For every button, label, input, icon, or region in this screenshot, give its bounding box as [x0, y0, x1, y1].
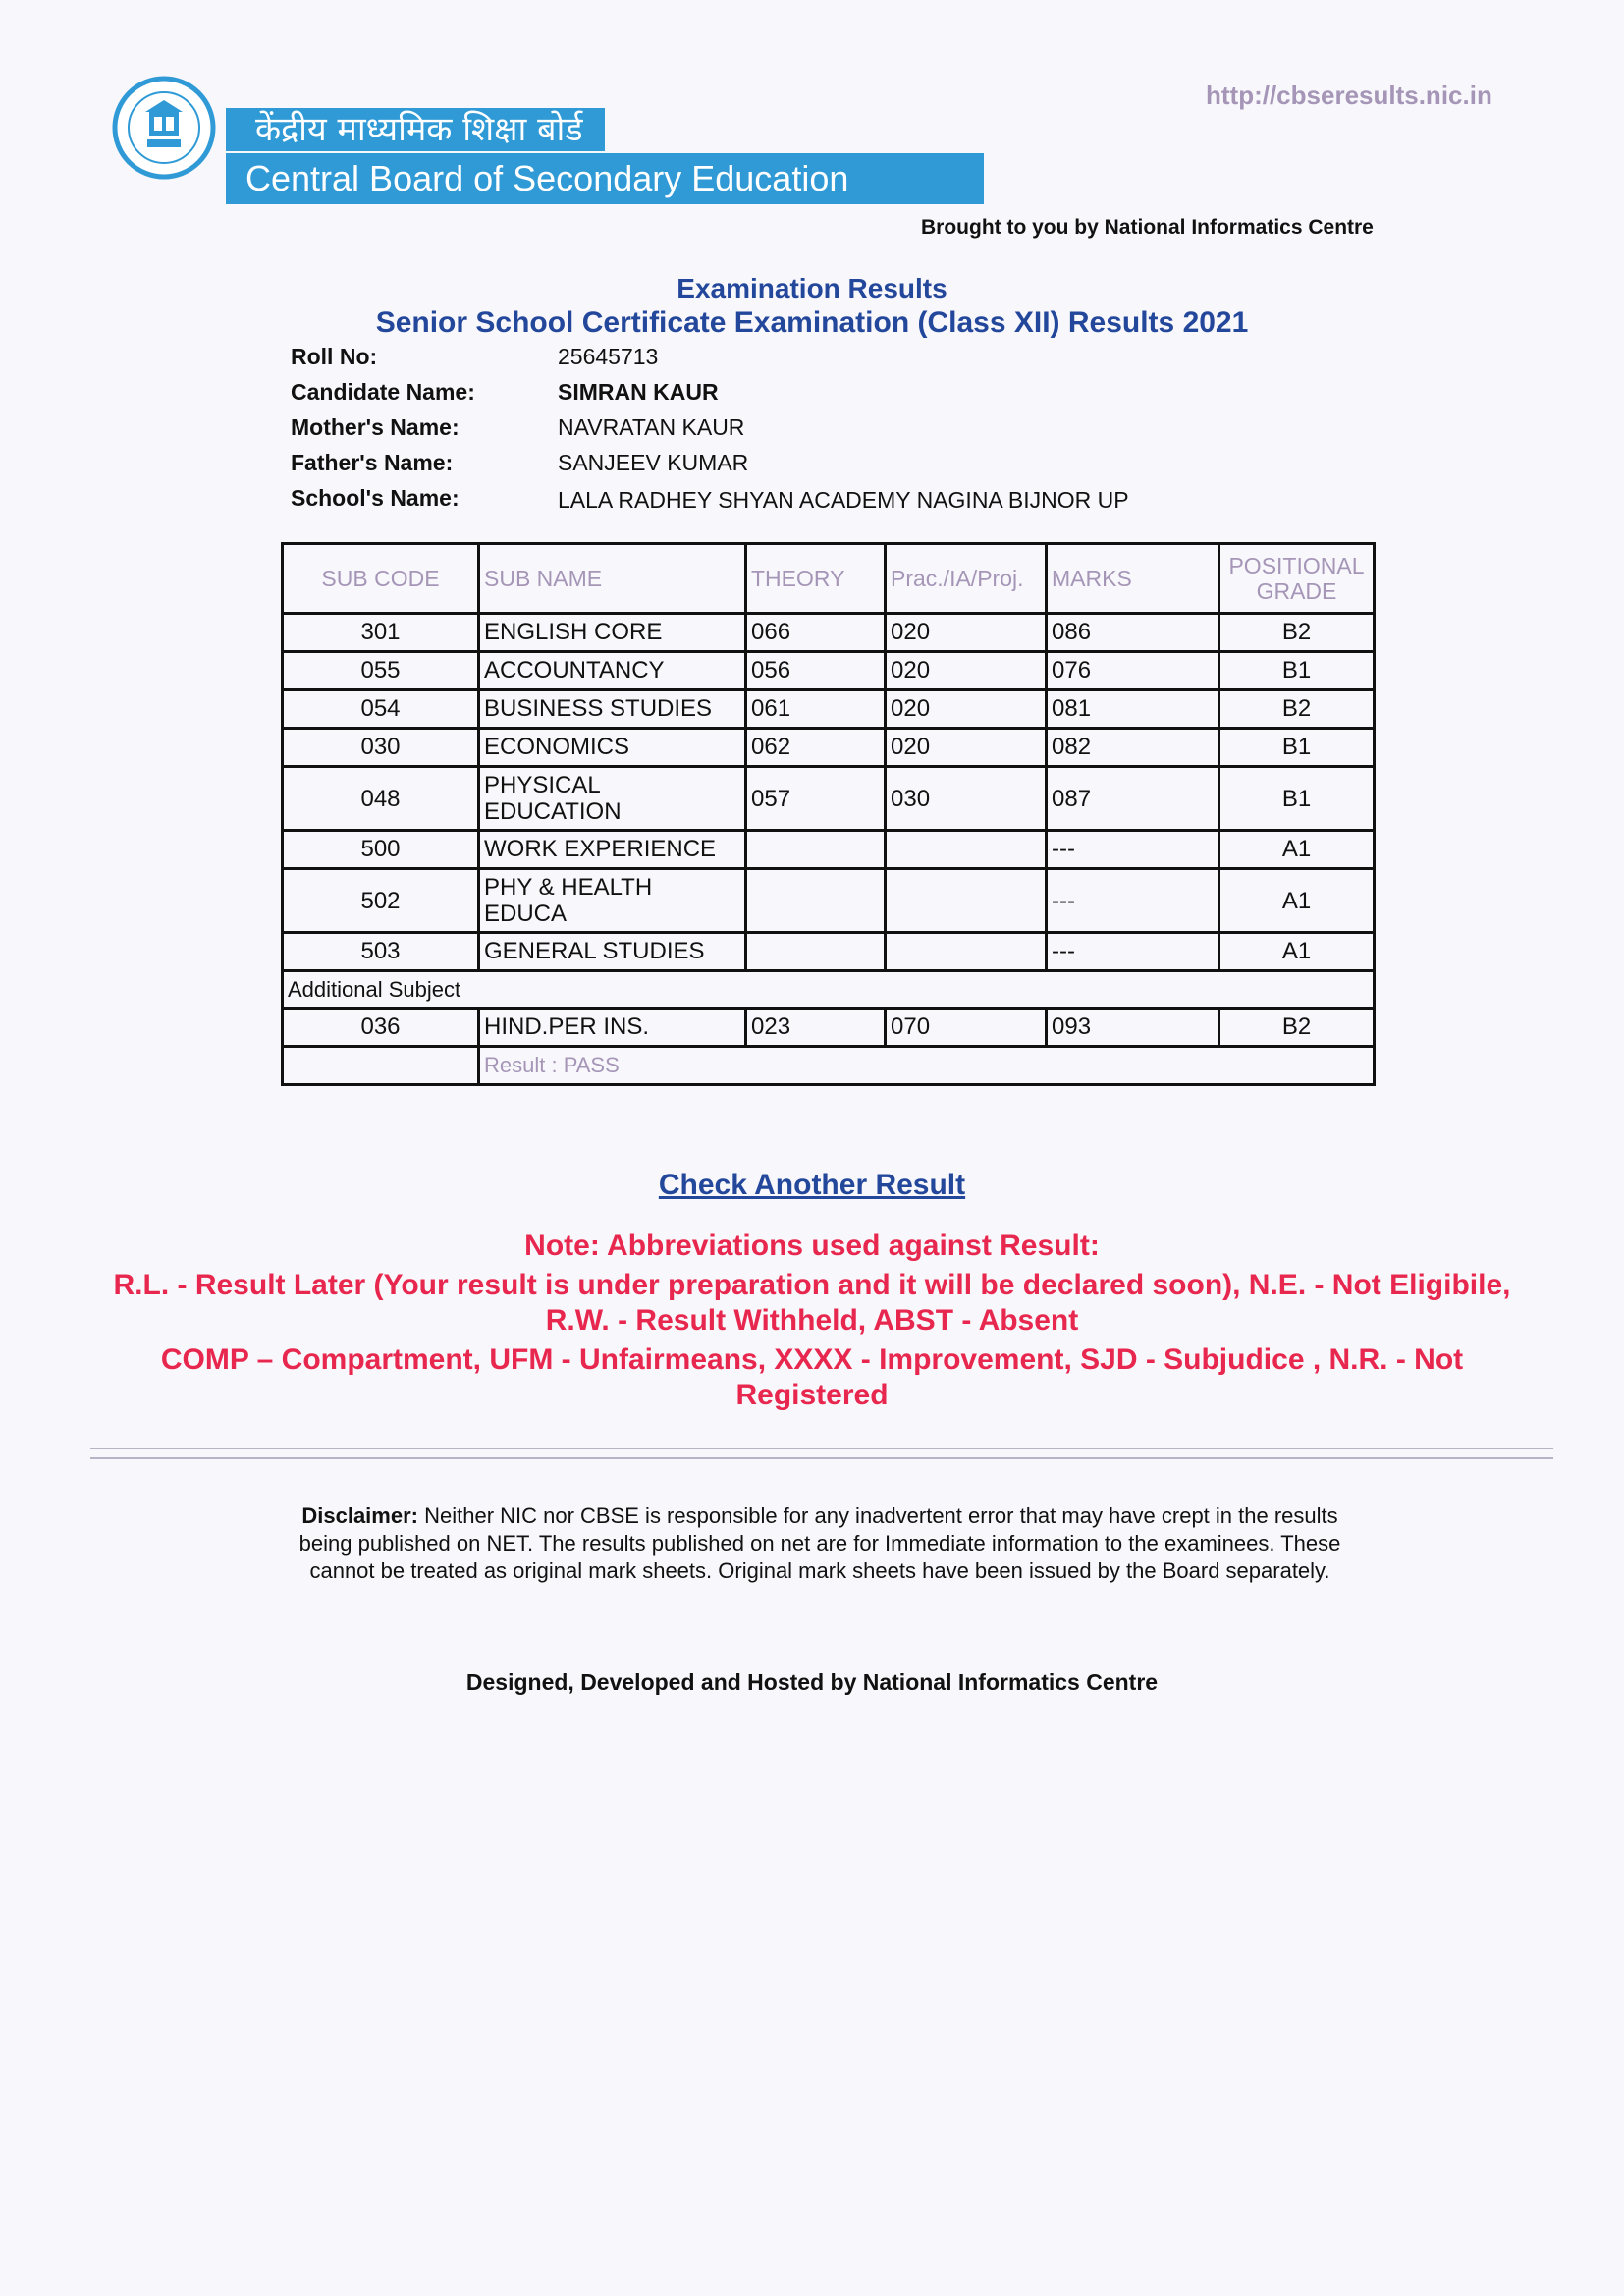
school-name-label: School's Name:: [291, 485, 460, 511]
check-another-result-link[interactable]: Check Another Result: [658, 1169, 966, 1201]
sub-name-cell: ECONOMICS: [479, 729, 746, 767]
sub-name-cell: HIND.PER INS.: [479, 1009, 746, 1047]
divider: [90, 1457, 1553, 1459]
additional-subject-label: Additional Subject: [283, 971, 1375, 1009]
grade-cell: B1: [1219, 652, 1375, 690]
sub-name-line-2: EDUCATION: [484, 798, 622, 825]
table-row: [283, 690, 1375, 729]
father-name-label: Father's Name:: [291, 450, 454, 475]
prac-cell: [886, 869, 1047, 933]
grade-cell: B2: [1219, 690, 1375, 729]
result-text: Result : PASS: [479, 1047, 1375, 1085]
sub-code-cell: 503: [283, 933, 479, 971]
table-row: [283, 652, 1375, 690]
sub-code-cell: 036: [283, 1009, 479, 1047]
mother-name-value: NAVRATAN KAUR: [558, 414, 745, 440]
theory-cell: [746, 869, 886, 933]
grade-cell: B1: [1219, 729, 1375, 767]
prac-cell: 030: [886, 767, 1047, 831]
marks-cell: 076: [1047, 652, 1219, 690]
marks-cell: ---: [1047, 831, 1219, 869]
disclaimer-text: Neither NIC nor CBSE is responsible for any inadvertent error that may have crept in the results being published on NET. The results published on net are for Immediate information to the examinees. These cannot be treated as original mark sheets. Original mark sheets have been issued by the Board separately.: [298, 1503, 1341, 1583]
grade-cell: B1: [1219, 767, 1375, 831]
table-row: [283, 869, 1375, 933]
prac-cell: 020: [886, 690, 1047, 729]
sub-code-cell: 054: [283, 690, 479, 729]
exam-heading: Examination Results: [677, 273, 947, 303]
sub-code-cell: 055: [283, 652, 479, 690]
marks-cell: ---: [1047, 869, 1219, 933]
table-row: [283, 614, 1375, 652]
marks-cell: 082: [1047, 729, 1219, 767]
header-prac: Prac./IA/Proj.: [886, 544, 1047, 614]
marks-table: [281, 542, 1376, 1086]
note-title: Note: Abbreviations used against Result:: [524, 1230, 1100, 1262]
theory-cell: 062: [746, 729, 886, 767]
school-name-value: LALA RADHEY SHYAN ACADEMY NAGINA BIJNOR UP: [558, 487, 1129, 513]
grade-cell: B2: [1219, 1009, 1375, 1047]
prac-cell: 020: [886, 652, 1047, 690]
grade-cell: A1: [1219, 933, 1375, 971]
prac-cell: 020: [886, 729, 1047, 767]
sub-code-cell: 030: [283, 729, 479, 767]
candidate-name-label: Candidate Name:: [291, 379, 475, 405]
divider: [90, 1448, 1553, 1449]
grade-cell: B2: [1219, 614, 1375, 652]
header-sub-name: SUB NAME: [479, 544, 746, 614]
table-header-row: [283, 544, 1375, 614]
grade-cell: A1: [1219, 869, 1375, 933]
table-row: [283, 831, 1375, 869]
cbse-emblem-icon: [110, 71, 218, 187]
sub-name-line-1: PHYSICAL: [484, 772, 601, 798]
header-grade: GRADE: [1256, 578, 1337, 604]
mother-name-label: Mother's Name:: [291, 414, 460, 440]
marks-cell: 086: [1047, 614, 1219, 652]
exam-subheading: Senior School Certificate Examination (Class XII) Results 2021: [375, 306, 1249, 339]
theory-cell: 023: [746, 1009, 886, 1047]
disclaimer: [275, 1503, 1365, 1585]
disclaimer-label: Disclaimer:: [301, 1503, 418, 1528]
theory-cell: [746, 831, 886, 869]
sub-name-cell: BUSINESS STUDIES: [479, 690, 746, 729]
theory-cell: 057: [746, 767, 886, 831]
header-positional: POSITIONAL: [1228, 553, 1365, 578]
note-line-3: COMP – Compartment, UFM - Unfairmeans, XXXX - Improvement, SJD - Subjudice , N.R. - Not: [160, 1343, 1464, 1376]
sub-code-cell: 301: [283, 614, 479, 652]
sub-name-cell: GENERAL STUDIES: [479, 933, 746, 971]
sub-code-cell: 500: [283, 831, 479, 869]
table-row: [283, 933, 1375, 971]
header-marks: MARKS: [1047, 544, 1219, 614]
note-line-1: R.L. - Result Later (Your result is under preparation and it will be declared soon), N.E. - Not Eligibile,: [113, 1269, 1511, 1301]
table-row: [283, 767, 1375, 831]
theory-cell: 061: [746, 690, 886, 729]
table-row: [283, 1009, 1375, 1047]
header-theory: THEORY: [746, 544, 886, 614]
roll-value: 25645713: [558, 344, 659, 369]
prac-cell: 070: [886, 1009, 1047, 1047]
marks-cell: ---: [1047, 933, 1219, 971]
note-line-2: R.W. - Result Withheld, ABST - Absent: [545, 1304, 1079, 1337]
sub-name-line-1: PHY & HEALTH: [484, 874, 653, 901]
english-title-band: Central Board of Secondary Education: [226, 153, 984, 204]
sub-name-cell: WORK EXPERIENCE: [479, 831, 746, 869]
prac-cell: 020: [886, 614, 1047, 652]
grade-cell: A1: [1219, 831, 1375, 869]
marks-cell: 087: [1047, 767, 1219, 831]
sub-code-cell: 502: [283, 869, 479, 933]
sub-name-cell: [479, 767, 746, 831]
result-spacer-cell: [283, 1047, 479, 1085]
theory-cell: 066: [746, 614, 886, 652]
marks-cell: 093: [1047, 1009, 1219, 1047]
site-url-link[interactable]: http://cbseresults.nic.in: [1206, 81, 1492, 110]
sub-code-cell: 048: [283, 767, 479, 831]
roll-label: Roll No:: [291, 344, 378, 369]
table-row: [283, 729, 1375, 767]
brought-by-text: Brought to you by National Informatics Centre: [921, 216, 1374, 239]
sub-name-cell: [479, 869, 746, 933]
sub-name-line-2: EDUCA: [484, 901, 568, 927]
note-line-4: Registered: [735, 1379, 889, 1411]
additional-subject-row: [283, 971, 1375, 1009]
marks-cell: 081: [1047, 690, 1219, 729]
prac-cell: [886, 831, 1047, 869]
prac-cell: [886, 933, 1047, 971]
theory-cell: 056: [746, 652, 886, 690]
sub-name-cell: ENGLISH CORE: [479, 614, 746, 652]
header-sub-code: SUB CODE: [283, 544, 479, 614]
footer-credit: Designed, Developed and Hosted by National Informatics Centre: [465, 1669, 1159, 1695]
sub-name-cell: ACCOUNTANCY: [479, 652, 746, 690]
theory-cell: [746, 933, 886, 971]
candidate-name-value: SIMRAN KAUR: [558, 379, 719, 405]
father-name-value: SANJEEV KUMAR: [558, 450, 749, 475]
header-positional-grade: [1219, 544, 1375, 614]
hindi-title-band: केंद्रीय माध्यमिक शिक्षा बोर्ड: [226, 108, 605, 151]
result-row: [283, 1047, 1375, 1085]
